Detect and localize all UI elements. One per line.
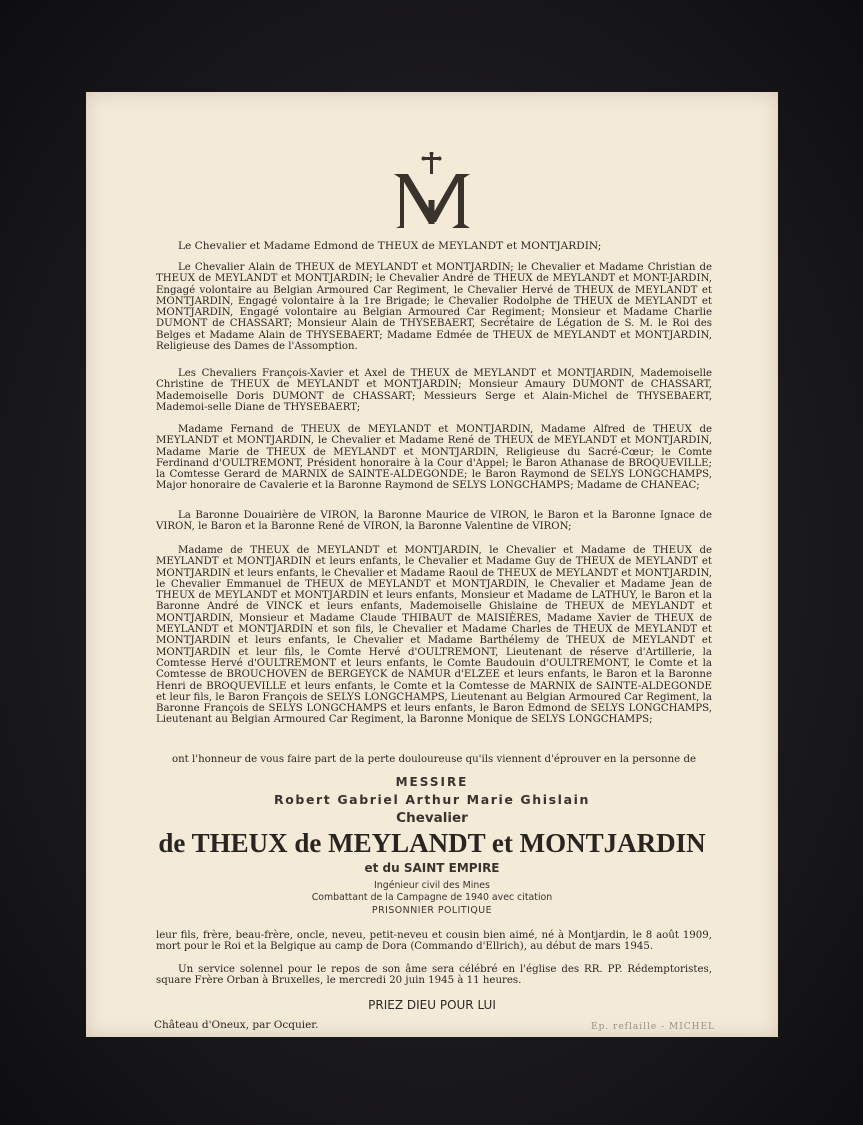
service-paragraph: Un service solennel pour le repos de son âme sera célébré en l'église des RR. PP. Rédemptoristes, square Frère Orban à Bruxelles, le mercredi 20 juin 1945 à 11 heures.	[156, 964, 712, 987]
paragraph-family-4: La Baronne Douairière de VIRON, la Baronne Maurice de VIRON, le Baron et la Baronne Ignace de VIRON, le Baron et la Baronne René de VIRON, la Baronne Valentine de VIRON;	[156, 510, 712, 533]
monogram	[86, 152, 778, 236]
deceased-surname: de THEUX de MEYLANDT et MONTJARDIN	[158, 828, 706, 858]
printer-mark: Ep. reflaille - MICHEL	[591, 1022, 716, 1032]
messire-title: MESSIRE	[395, 775, 469, 789]
paragraph-family-5: Madame de THEUX de MEYLANDT et MONTJARDIN, le Chevalier et Madame de THEUX de MEYLANDT et MONTJARDIN et leurs enfants, le Chevalier et Madame Guy de THEUX de MEYLANDT et MONTJARDIN et leurs enfants, le Chevalier et Madame Raoul de THEUX de MEYLANDT et MONTJARDIN, le Chevalier Emmanuel de THEUX de MEYLANDT et MONTJARDIN, le Chevalier et Madame Jean de THEUX de MEYLANDT et MONTJARDIN et leurs enfants, Monsieur et Madame de LATHUY, le Baron et la Baronne André de VINCK et leurs enfants, Mademoiselle Ghislaine de THEUX de MEYLANDT et MONTJARDIN, Monsieur et Madame Claude THIBAUT de MAISIÈRES, Madame Xavier de THEUX de MEYLANDT et MONTJARDIN et son fils, le Chevalier et Madame Charles de THEUX de MEYLANDT et MONTJARDIN et leurs enfants, le Chevalier et Madame Barthélemy de THEUX de MEYLANDT et MONTJARDIN et leur fils, le Comte Hervé d'OULTREMONT, Lieutenant de réserve d'Artillerie, la Comtesse Hervé d'OULTREMONT et leurs enfants, le Comte Baudouin d'OULTREMONT, le Comte et la Comtesse de BROUCHOVEN de BERGEYCK de NAMUR d'ELZEE et leurs enfants, le Baron et la Baronne Henri de BROQUEVILLE et leurs enfants, le Comte et la Comtesse de MARNIX de SAINTE-ALDEGONDE et leur fils, le Baron François de SELYS LONGCHAMPS, Lieutenant au Belgian Armoured Car Regiment, la Baronne François de SELYS LONGCHAMPS et leurs enfants, le Baron Edmond de SELYS LONGCHAMPS, Lieutenant au Belgian Armoured Car Regiment, la Baronne Monique de SELYS LONGCHAMPS;	[156, 545, 712, 726]
lead-line: Le Chevalier et Madame Edmond de THEUX de MEYLANDT et MONTJARDIN;	[178, 240, 602, 252]
profession-line: Ingénieur civil des Mines	[374, 880, 490, 891]
empire-line: et du SAINT EMPIRE	[364, 861, 500, 875]
death-paragraph: leur fils, frère, beau-frère, oncle, neveu, petit-neveu et cousin bien aimé, né à Montjardin, le 8 août 1909, mort pour le Roi et la Belgique au camp de Dora (Commando d'Ellrich), au début de mars 1945.	[156, 930, 712, 953]
address-line: Château d'Oneux, par Ocquier.	[154, 1019, 319, 1031]
campaign-line: Combattant de la Campagne de 1940 avec citation	[311, 892, 553, 903]
paragraph-family-3: Madame Fernand de THEUX de MEYLANDT et MONTJARDIN, Madame Alfred de THEUX de MEYLANDT et MONTJARDIN, le Chevalier et Madame René de THEUX de MEYLANDT et MONTJARDIN, Madame Marie de THEUX de MEYLANDT et MONTJARDIN, Religieuse du Sacré-Cœur; le Comte Ferdinand d'OULTREMONT, Président honoraire à la Cour d'Appel; le Baron Athanase de BROQUEVILLE; la Comtesse Gerard de MARNIX de SAINTE-ALDEGONDE; le Baron Raymond de SELYS LONGCHAMPS, Major honoraire de Cavalerie et la Baronne Raymond de SELYS LONGCHAMPS; Madame de CHANEAC;	[156, 424, 712, 492]
prayer-line: PRIEZ DIEU POUR LUI	[368, 998, 496, 1012]
memorial-card	[86, 92, 778, 1037]
honour-line: ont l'honneur de vous faire part de la perte douloureuse qu'ils viennent d'éprouver en la personne de	[171, 754, 696, 765]
paragraph-family-2: Les Chevaliers François-Xavier et Axel de THEUX de MEYLANDT et MONTJARDIN, Mademoiselle Christine de THEUX de MEYLANDT et MONTJARDIN; Monsieur Amaury DUMONT de CHASSART, Mademoiselle Doris DUMONT de CHASSART; Messieurs Serge et Alain-Michel de THYSEBAERT, Mademoi-selle Diane de THYSEBAERT;	[156, 368, 712, 413]
political-prisoner-line: PRISONNIER POLITIQUE	[371, 905, 493, 916]
paragraph-family-1: Le Chevalier Alain de THEUX de MEYLANDT et MONTJARDIN; le Chevalier et Madame Christian de THEUX de MEYLANDT et MONTJARDIN; le Chevalier André de THEUX de MEYLANDT et MONT-JARDIN, Engagé volontaire au Belgian Armoured Car Regiment, le Chevalier Hervé de THEUX de MEYLANDT et MONTJARDIN, Engagé volontaire à la 1re Brigade; le Chevalier Rodolphe de THEUX de MEYLANDT et MONTJARDIN, Engagé volontaire au Belgian Armoured Car Regiment; Monsieur et Madame Charlie DUMONT de CHASSART; Monsieur Alain de THYSEBAERT, Secrétaire de Légation de S. M. le Roi des Belges et Madame Alain de THYSEBAERT; Madame Edmée de THEUX de MEYLANDT et MONTJARDIN, Religieuse des Dames de l'Assomption.	[156, 262, 712, 353]
given-names: Robert Gabriel Arthur Marie Ghislain	[273, 792, 590, 807]
rank-title: Chevalier	[396, 810, 468, 826]
marian-monogram-with-cross	[390, 152, 474, 232]
